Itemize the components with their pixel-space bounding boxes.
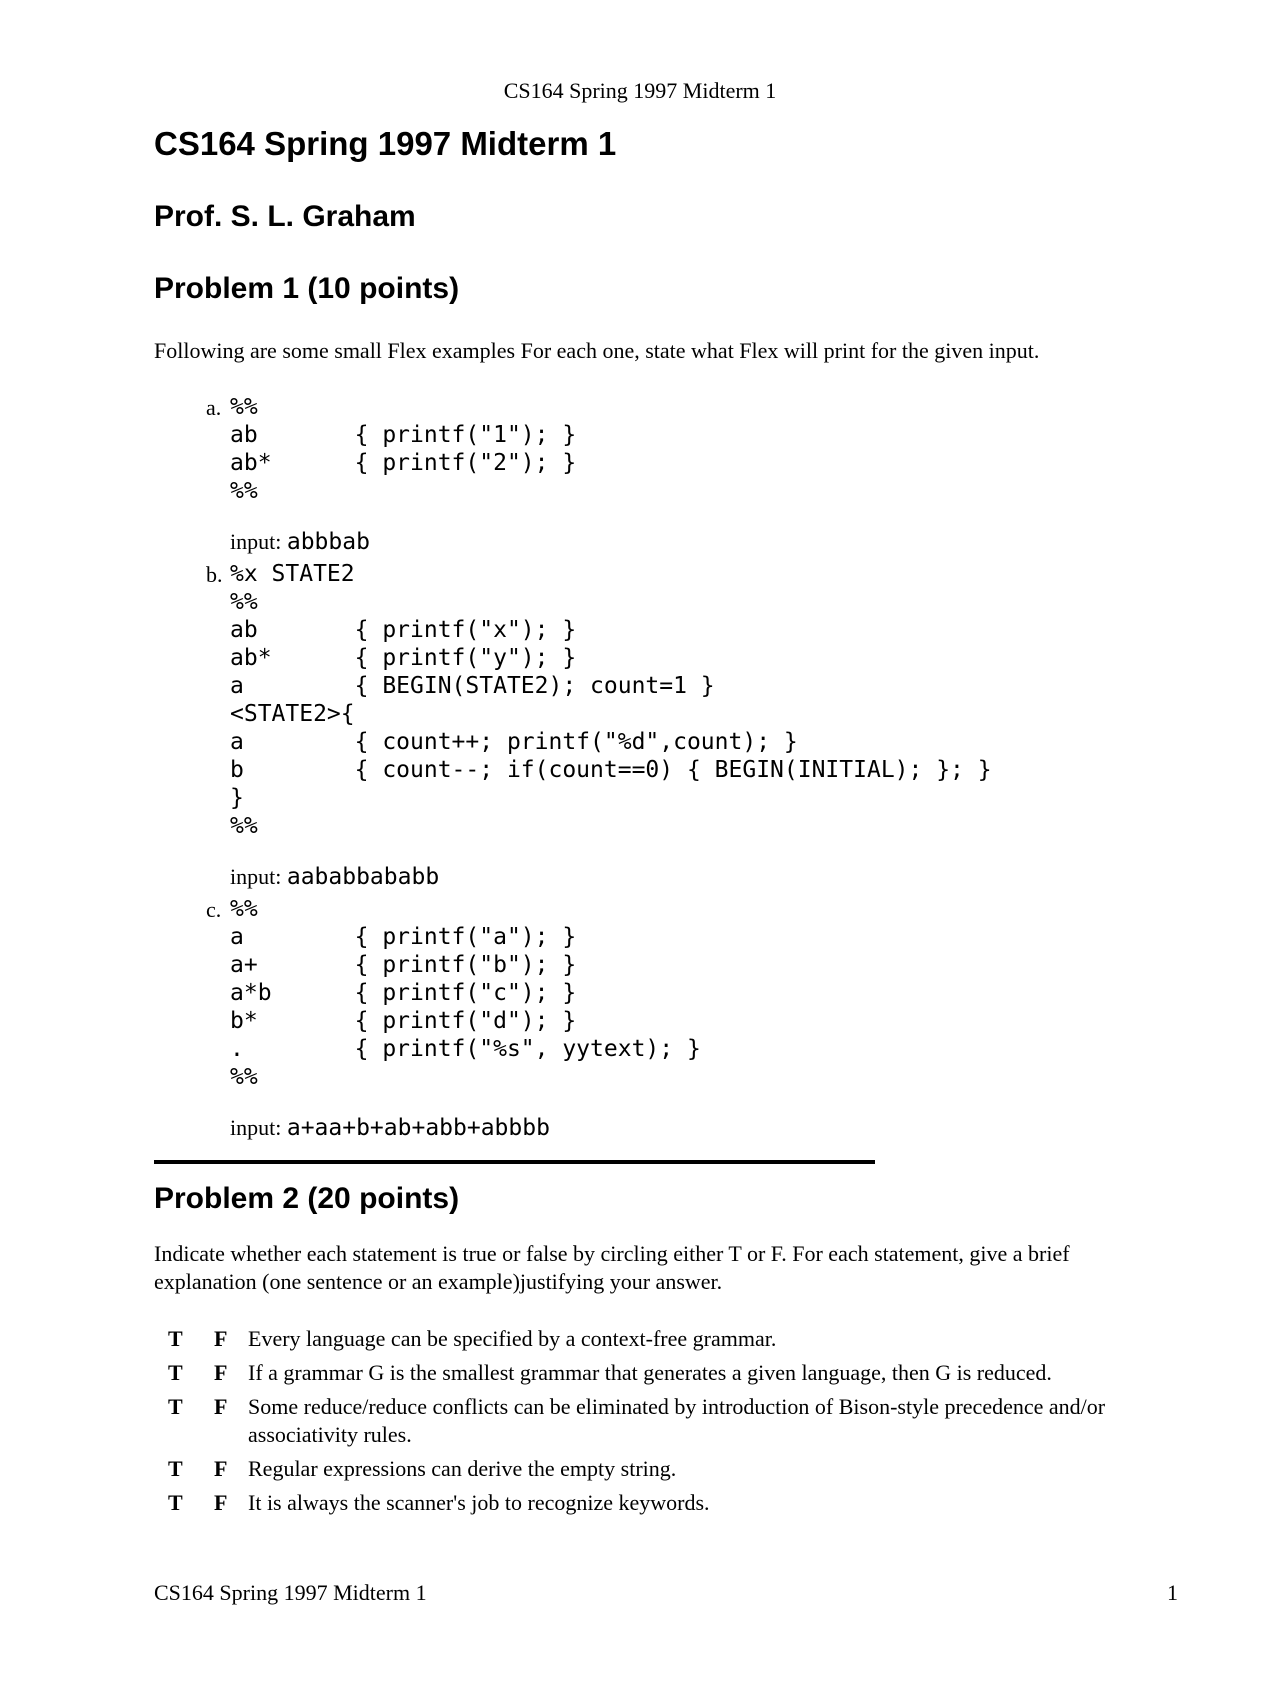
problem1-intro: Following are some small Flex examples For each one, state what Flex will print for the given input. [154,338,1040,363]
item-marker: c. [206,897,222,922]
page-number: 1 [1167,1580,1178,1605]
input-line [230,529,370,555]
false-option[interactable]: F [214,1326,228,1351]
statement-text: If a grammar G is the smallest grammar that generates a given language, then G is reduced. [248,1360,1052,1385]
flex-code-block: %% ab { printf("1"); } ab* { printf("2"); } %% [230,394,577,504]
input-label: input: [230,1115,282,1140]
page-title: CS164 Spring 1997 Midterm 1 [154,125,617,162]
input-line [230,1115,550,1141]
statement-text: Every language can be specified by a context-free grammar. [248,1326,777,1351]
input-label: input: [230,529,282,554]
input-line [230,864,439,890]
statement-text: It is always the scanner's job to recognize keywords. [248,1490,710,1515]
true-option[interactable]: T [168,1360,183,1385]
statement-text: Regular expressions can derive the empty string. [248,1456,677,1481]
true-option[interactable]: T [168,1456,183,1481]
section-divider [154,1160,875,1164]
true-option[interactable]: T [168,1326,183,1351]
input-value: a+aa+b+ab+abb+abbbb [286,1115,550,1141]
input-value: abbbab [286,529,370,555]
flex-code-block: %x STATE2 %% ab { printf("x"); } ab* { printf("y"); } a { BEGIN(STATE2); count=1 } <STATE2>{ a { count++; printf("%d",count); } b { count--; if(count==0) { BEGIN(INITIAL); }; } } %% [230,561,992,839]
statement-text: Some reduce/reduce conflicts can be eliminated by introduction of Bison-style precedence and/or associativity rules. [248,1394,1106,1447]
item-marker: a. [206,395,222,420]
input-label: input: [230,864,282,889]
input-value: aababbababb [286,864,440,890]
problem2-intro: Indicate whether each statement is true or false by circling either T or F. For each statement, give a brief explanation (one sentence or an example)justifying your answer. [154,1241,1070,1294]
false-option[interactable]: F [214,1394,228,1419]
problem2-heading: Problem 2 (20 points) [154,1182,460,1215]
true-option[interactable]: T [168,1490,183,1515]
footer-title: CS164 Spring 1997 Midterm 1 [154,1580,427,1605]
false-option[interactable]: F [214,1456,228,1481]
flex-code-block: %% a { printf("a"); } a+ { printf("b"); } a*b { printf("c"); } b* { printf("d"); } . { printf("%s", yytext); } %% [230,896,701,1090]
running-header: CS164 Spring 1997 Midterm 1 [503,78,777,103]
false-option[interactable]: F [214,1490,228,1515]
professor-heading: Prof. S. L. Graham [154,200,416,233]
item-marker: b. [206,562,223,587]
false-option[interactable]: F [214,1360,228,1385]
true-option[interactable]: T [168,1394,183,1419]
problem1-heading: Problem 1 (10 points) [154,272,460,305]
